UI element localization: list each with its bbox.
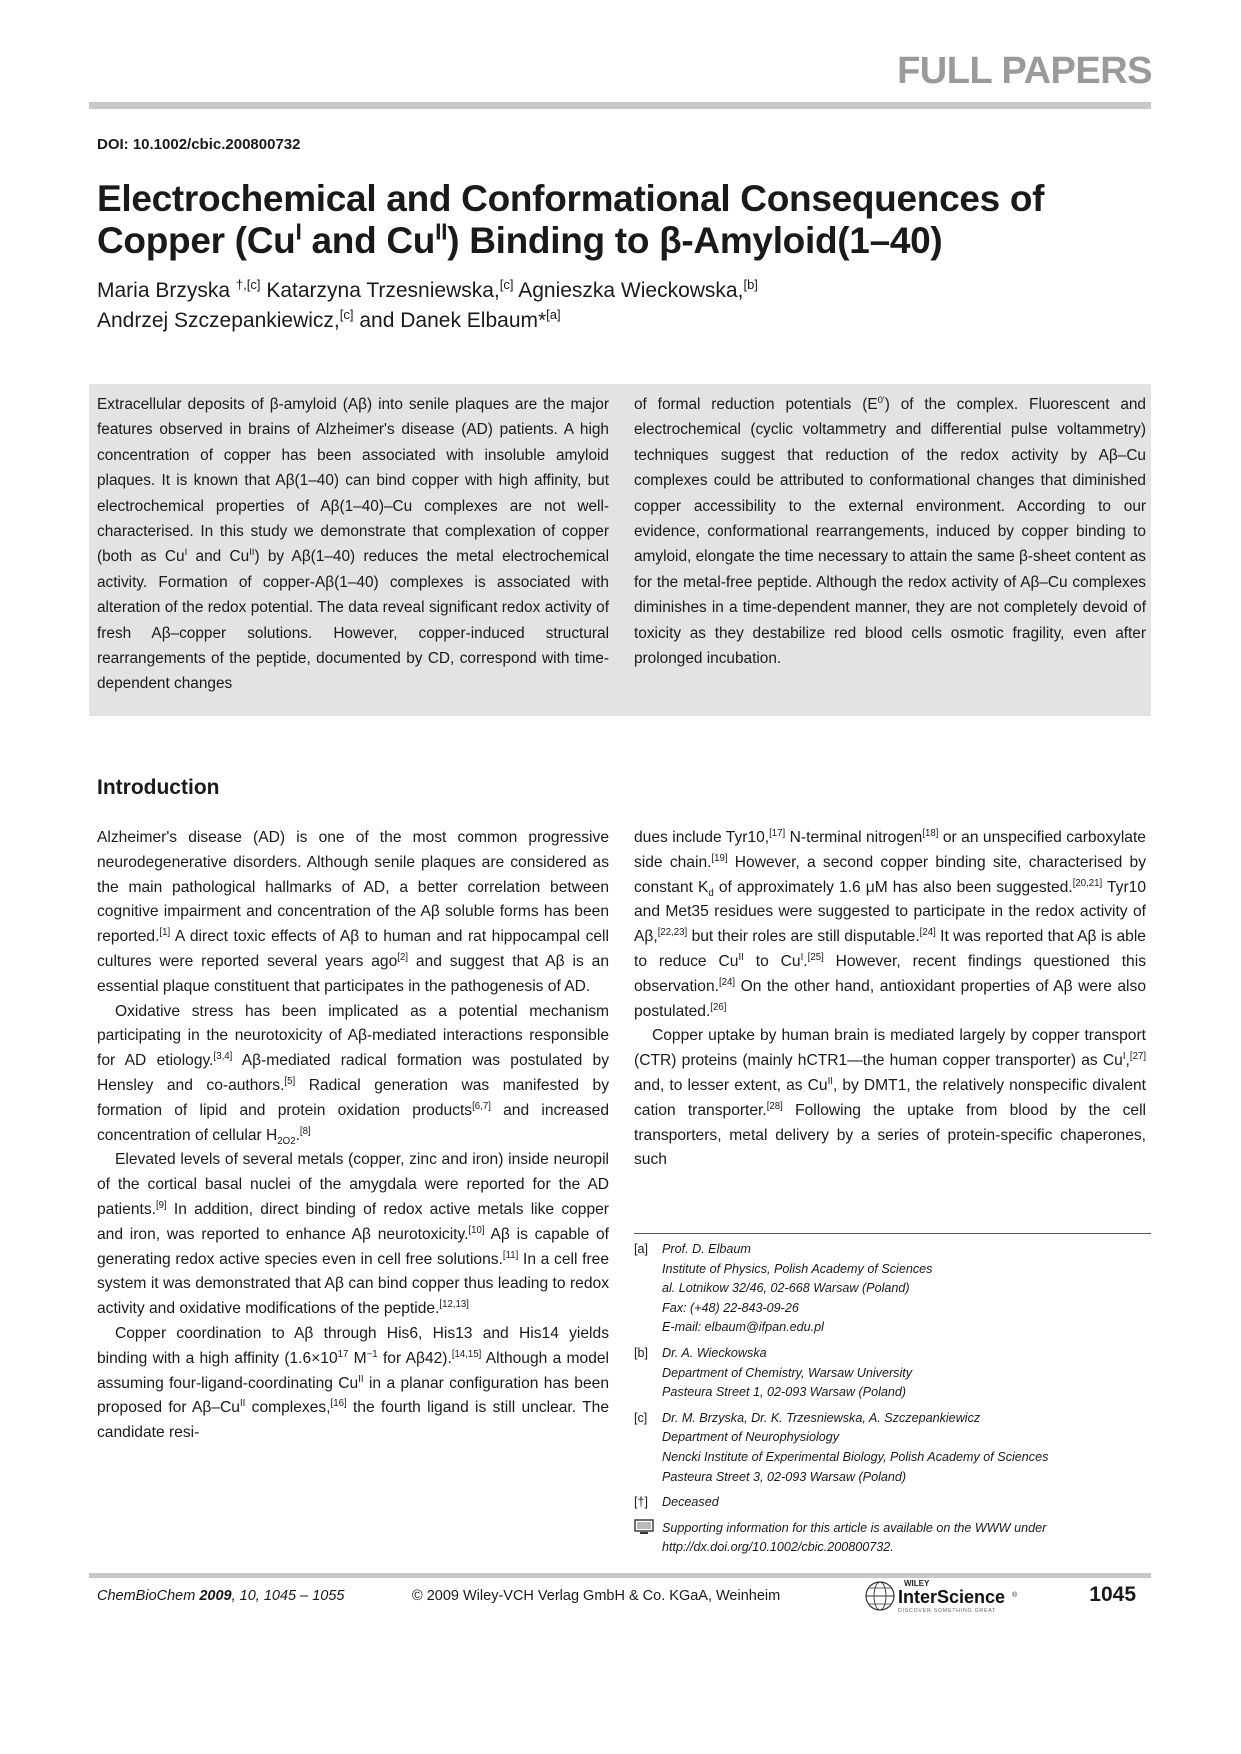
doi: DOI: 10.1002/cbic.200800732 — [97, 136, 301, 153]
page-number: 1045 — [1089, 1583, 1136, 1606]
section-label: FULL PAPERS — [897, 50, 1152, 92]
footnote-supporting-info — [634, 1519, 1151, 1558]
title-line-2b: and Cu — [301, 220, 436, 261]
abstract-left-column: Extracellular deposits of β-amyloid (Aβ) into senile plaques are the major features observed in brains of Alzheimer's disease (AD) patients. A high concentration of copper has been associated with insoluble amyloid plaques. It is known that Aβ(1–40) can bind copper with high affinity, but electrochemical properties of Aβ(1–40)–Cu complexes are not well-characterised. In this study we demonstrate that complexation of copper (both as $Cu^I$ and $Cu^{II}$) by Aβ(1–40) reduces the metal electrochemical activity. Formation of copper-Aβ(1–40) complexes is associated with alteration of the redox potential. The data reveal significant redox activity of fresh Aβ–copper solutions. However, copper-induced structural rearrangements of the peptide, documented by CD, correspond with time-dependent changes — [97, 396, 609, 693]
globe-icon — [866, 1582, 894, 1610]
body-right-column — [634, 826, 1146, 1173]
author-affiliation: [a] — [546, 307, 561, 322]
body-left-column — [97, 826, 609, 1446]
body-paragraph: dues include Tyr10,[17] N-terminal nitrogen[18] or an unspecified carboxylate side chain.[19] However, a second copper binding site, characterised by constant $K_d$ of approximately 1.6 μM has also been suggested.[20,21] Tyr10 and Met35 residues were suggested to participate in the redox activity of Aβ,[22,23] but their roles are still disputable.[24] It was reported that Aβ is able to reduce $Cu^{II}$ to $Cu^I.[25]$ However, recent findings questioned this observation.[24] On the other hand, antioxidant properties of Aβ were also postulated.[26] — [634, 827, 1146, 1020]
title-line-2c: ) Binding to β-Amyloid(1–40) — [447, 220, 943, 261]
author-name: Agnieszka Wieckowska, — [518, 279, 744, 302]
logo-tagline: DISCOVER SOMETHING GREAT — [898, 1608, 997, 1614]
footnote-b — [634, 1344, 1151, 1403]
footnote-line: Pasteura Street 3, 02-093 Warsaw (Poland) — [662, 1469, 907, 1484]
computer-monitor-icon — [634, 1519, 654, 1535]
footnote-line: Dr. M. Brzyska, Dr. K. Trzesniewska, A. Szczepankiewicz — [662, 1410, 981, 1425]
author-affiliation: [b] — [743, 277, 758, 292]
footnote-email[interactable]: E-mail: elbaum@ifpan.edu.pl — [662, 1320, 824, 1335]
body-paragraph: Alzheimer's disease (AD) is one of the most common progressive neurodegenerative disorders. Although senile plaques are considered as the main pathological hallmarks of AD, a better correlation between cognitive impairment and concentration of the Aβ soluble forms has been reported.[1] A direct toxic effects of Aβ to human and rat hippocampal cell cultures were reported several years ago[2] and suggest that Aβ is an essential plaque constituent that participates in the pathogenesis of AD. — [97, 829, 609, 995]
footnote-c — [634, 1409, 1151, 1487]
body-paragraph: Copper coordination to Aβ through His6, His13 and His14 yields binding with a high affinity ($1.6\times 10^{17}$ $M^{-1}$ for Aβ42).[14,15] Although a model assuming four-ligand-coordinating $Cu^{II}$ in a planar configuration has been proposed for $A\beta-Cu^{II}$ complexes,[16] the fourth ligand is still unclear. The candidate resi- — [97, 1324, 610, 1442]
author-affiliation: [c] — [499, 277, 514, 292]
logo-name: InterScience — [898, 1587, 1006, 1607]
footnote-line: Department of Chemistry, Warsaw University — [662, 1365, 913, 1380]
footnote-line: Deceased — [662, 1495, 719, 1510]
logo-brand: WILEY — [904, 1579, 930, 1588]
body-paragraph: Copper uptake by human brain is mediated largely by copper transport (CTR) proteins (mainly hCTR1—the human copper transporter) as $Cu^I,[27]$ and, to lesser extent, as $Cu^{II}$, by DMT1, the relatively nonspecific divalent cation transporter.[28] Following the uptake from blood by the cell transporters, metal delivery by a series of protein-specific chaperones, such — [634, 1027, 1146, 1169]
footnote-label: [b] — [634, 1345, 649, 1360]
footnote-line: Nencki Institute of Experimental Biology, Polish Academy of Sciences — [662, 1449, 1049, 1464]
title-line-1: Electrochemical and Conformational Consequences of — [97, 178, 1045, 219]
author-list — [97, 276, 1097, 336]
top-rule — [89, 102, 1151, 109]
footnote-a — [634, 1240, 1151, 1338]
footnote-rule — [634, 1233, 1151, 1234]
supporting-info-link[interactable]: http://dx.doi.org/10.1002/cbic.200800732. — [662, 1540, 894, 1555]
footnote-line: Supporting information for this article is available on the WWW under — [662, 1520, 1047, 1535]
journal-name: ChemBioChem — [97, 1588, 200, 1604]
footnote-label: [a] — [634, 1242, 649, 1256]
cu2-superscript: II — [435, 218, 448, 245]
introduction-heading: Introduction — [97, 776, 220, 799]
footnote-line: Fax: (+48) 22-843-09-26 — [662, 1300, 799, 1315]
footnote-line: Department of Neurophysiology — [662, 1430, 840, 1445]
footer-copyright: © 2009 Wiley-VCH Verlag GmbH & Co. KGaA, Weinheim — [412, 1588, 781, 1604]
footnote-line: Pasteura Street 1, 02-093 Warsaw (Poland) — [662, 1385, 907, 1400]
author-name: Danek Elbaum* — [400, 309, 547, 332]
footnote-label: [†] — [634, 1495, 649, 1510]
footnote-label: [c] — [634, 1410, 648, 1425]
footnotes — [634, 1240, 1151, 1564]
abstract-right-column: of formal reduction potentials $(E^{0'})$ of the complex. Fluorescent and electrochemical (cyclic voltammetry and differential pulse voltammetry) techniques suggest that reduction of the redox activity by Aβ–Cu complexes could be attributed to conformational changes that diminished copper accessibility to the external environment. According to our evidence, conformational rearrangements, induced by copper binding to amyloid, elongate the time necessary to attain the same β-sheet content as for the metal-free peptide. Although the redox activity of Aβ–Cu complexes diminishes in a time-dependent manner, they are not completely devoid of toxicity as they destabilize red blood cells osmotic fragility, even after prolonged incubation. — [634, 394, 1146, 668]
logo-registered-mark: ® — [1012, 1592, 1018, 1599]
title-line-2a: Copper (Cu — [97, 220, 296, 261]
footnote-line: Prof. D. Elbaum — [662, 1242, 751, 1256]
author-name: Andrzej Szczepankiewicz, — [97, 309, 340, 332]
footnote-line: Dr. A. Wieckowska — [662, 1345, 767, 1360]
article-title — [97, 178, 1097, 262]
footnote-line: Institute of Physics, Polish Academy of Sciences — [662, 1261, 933, 1276]
footer-journal-citation — [97, 1588, 345, 1604]
journal-year: 2009 — [199, 1588, 232, 1604]
body-paragraph: Oxidative stress has been implicated as a potential mechanism participating in the neurotoxicity of Aβ-mediated interactions responsible for AD etiology.[3,4] Aβ-mediated radical formation was postulated by Hensley and co-authors.[5] Radical generation was manifested by formation of lipid and protein oxidation products[6,7] and increased concentration of cellular $H_{2O2}.[8]$ — [97, 1002, 610, 1147]
footnote-deceased — [634, 1493, 1151, 1513]
author-separator: and — [353, 309, 401, 332]
journal-volume-pages: , 10, 1045 – 1055 — [231, 1588, 345, 1604]
author-affiliation: †,[c] — [235, 277, 261, 292]
publisher-logo[interactable] — [862, 1577, 1032, 1615]
body-paragraph: Elevated levels of several metals (copper, zinc and iron) inside neuropil of the cortical basal nuclei of the amygdala were reported for the AD patients.[9] In addition, direct binding of redox active metals like copper and iron, was reported to enhance Aβ neurotoxicity.[10] Aβ is capable of generating redox active species even in cell free solutions.[11] In a cell free system it was demonstrated that Aβ can bind copper thus leading to redox activity and oxidative modifications of the peptide.[12,13] — [97, 1151, 609, 1318]
author-affiliation: [c] — [339, 307, 354, 322]
author-name: Katarzyna Trzesniewska, — [266, 279, 500, 302]
footnote-line: al. Lotnikow 32/46, 02-668 Warsaw (Poland) — [662, 1281, 910, 1296]
cu1-superscript: I — [295, 218, 302, 245]
author-name: Maria Brzyska — [97, 279, 231, 302]
